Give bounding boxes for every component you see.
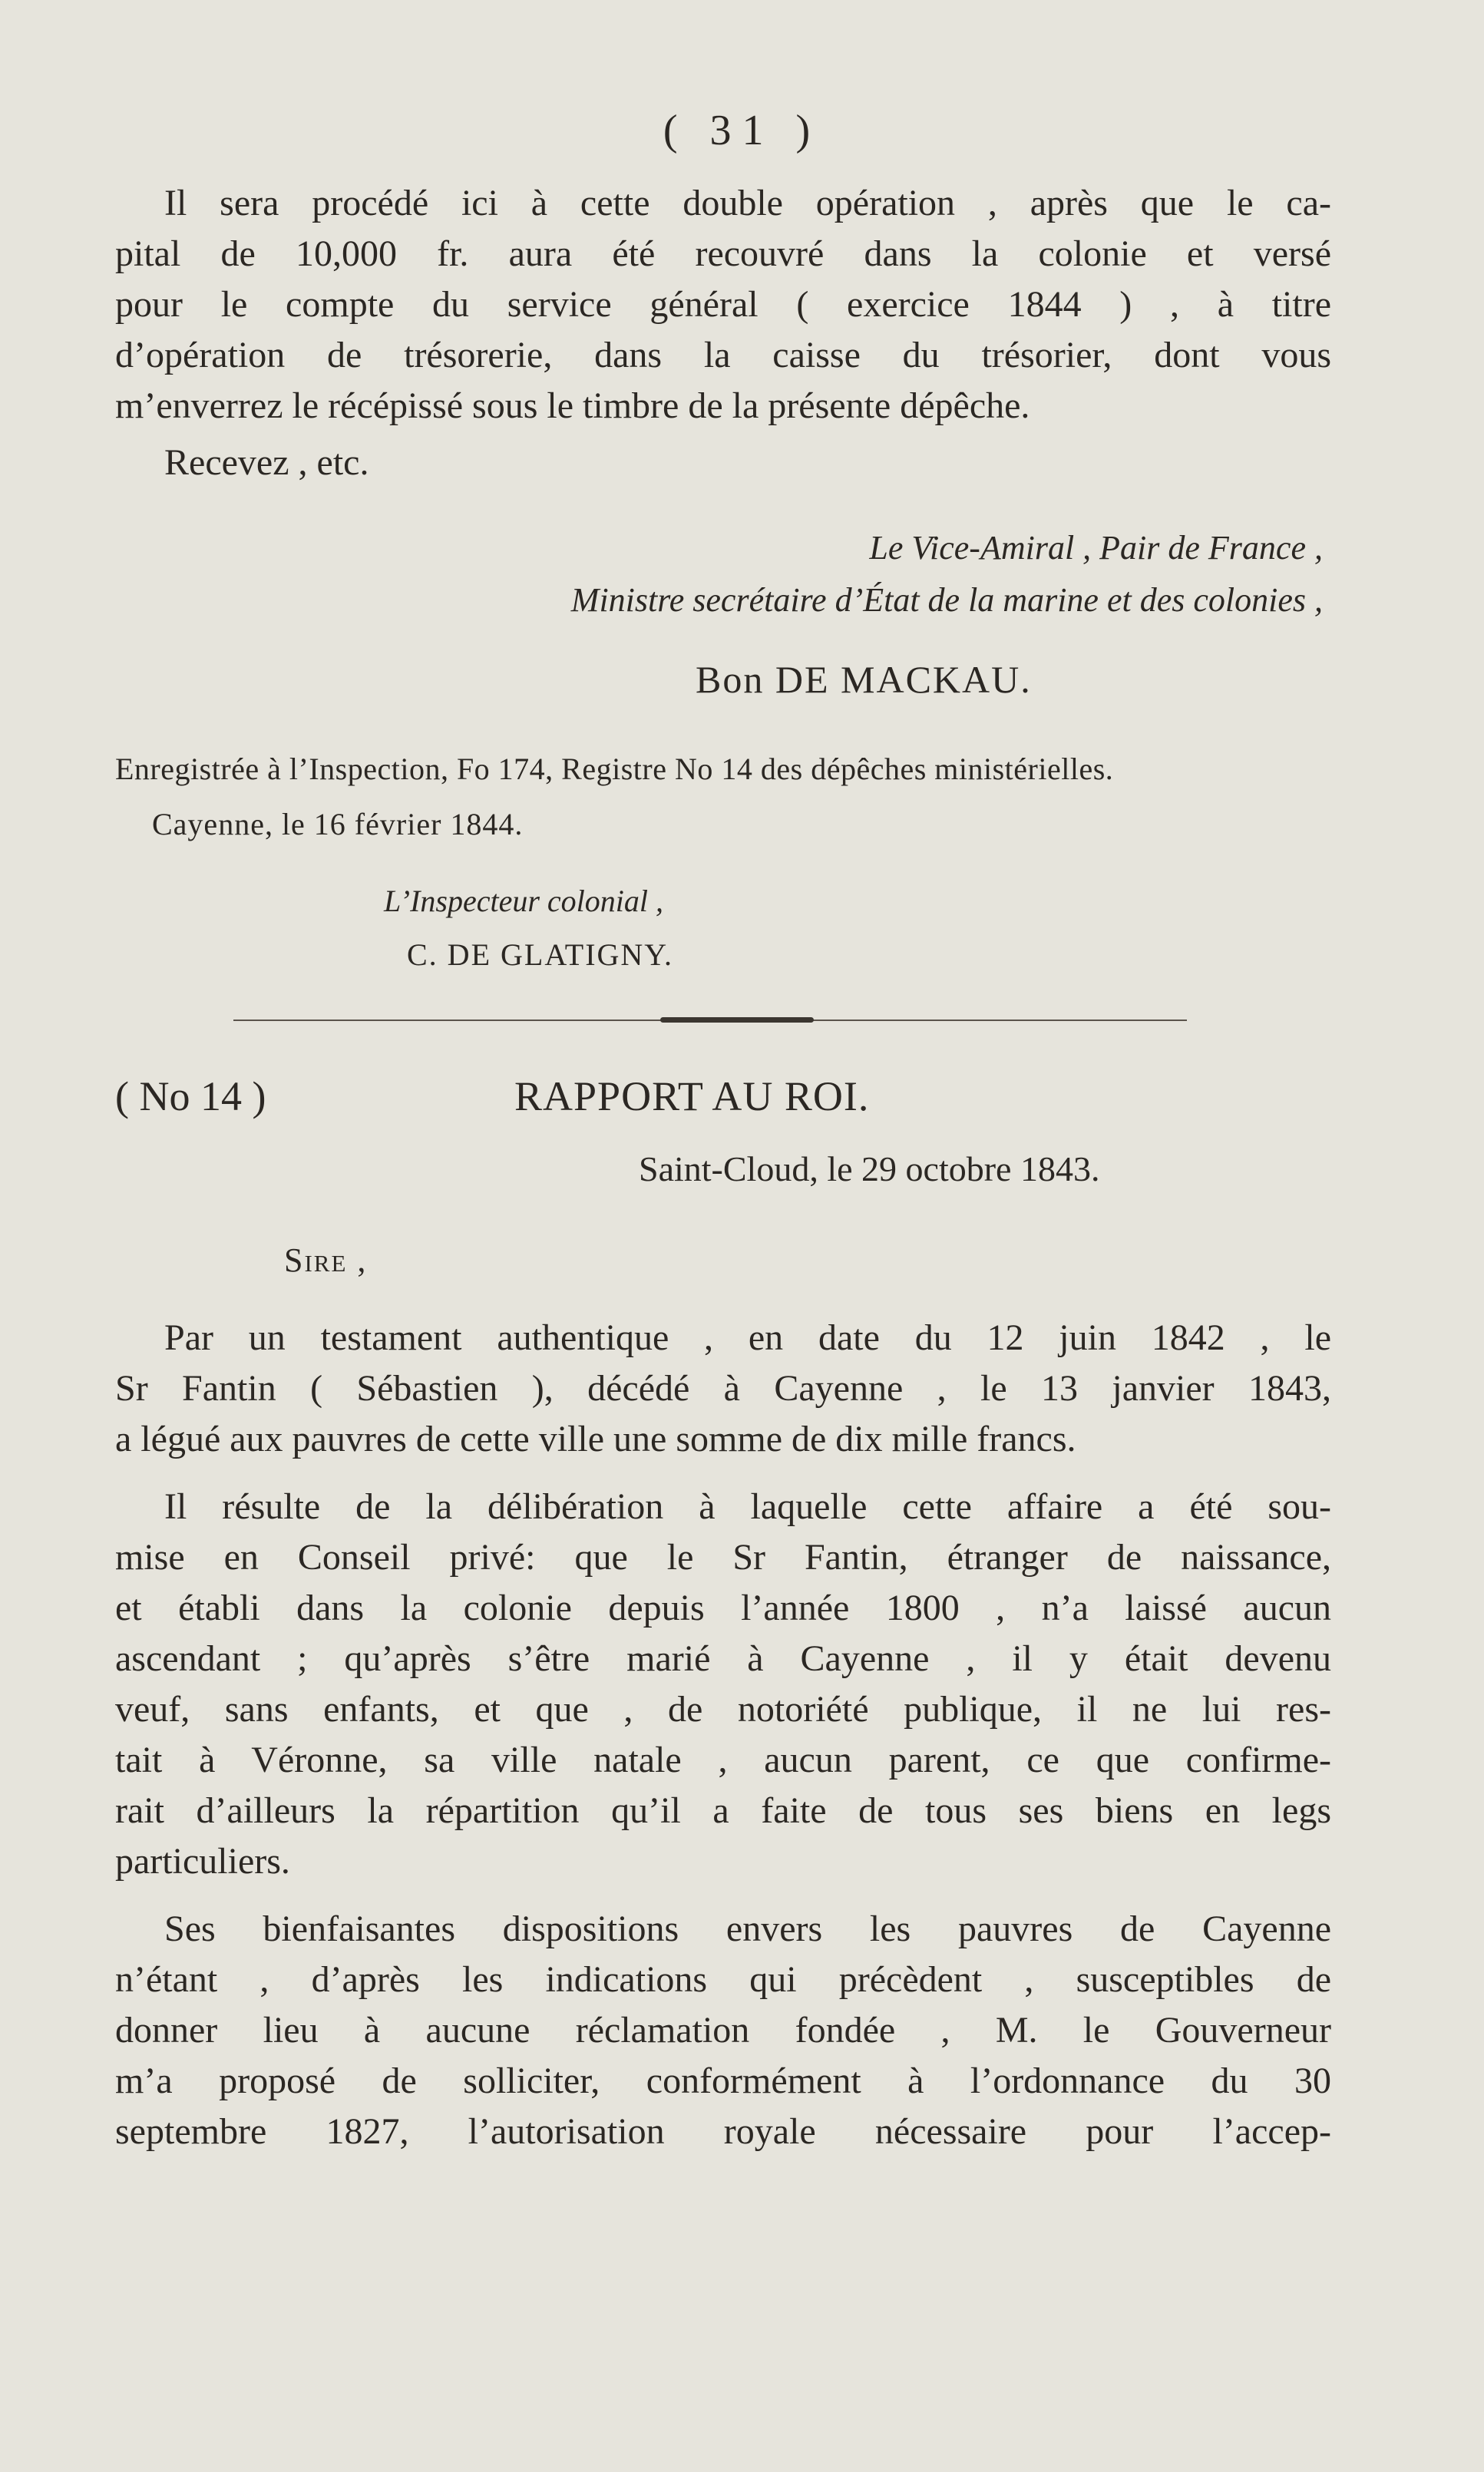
text-line: a légué aux pauvres de cette ville une somme de dix mille francs. bbox=[115, 1419, 1076, 1459]
page-number: ( 31 ) bbox=[663, 107, 821, 154]
text-line: rait d’ailleurs la répartition qu’il a faite de tous ses biens en legs bbox=[115, 1790, 1331, 1831]
text-line: pital de 10,000 fr. aura été recouvré dans la colonie et versé bbox=[115, 233, 1331, 274]
text-line: et établi dans la colonie depuis l’année 1800 , n’a laissé aucun bbox=[115, 1588, 1331, 1628]
paragraph-deliberation bbox=[115, 1482, 1331, 1887]
text-line: n’étant , d’après les indications qui précèdent , susceptibles de bbox=[115, 1959, 1331, 2000]
text-line: ascendant ; qu’après s’être marié à Cayenne , il y était devenu bbox=[115, 1638, 1331, 1679]
text-line: particuliers. bbox=[115, 1841, 290, 1882]
paragraph-dispositions bbox=[115, 1904, 1331, 2157]
registration-note: Enregistrée à l’Inspection, Fo 174, Registre No 14 des dépêches ministérielles. bbox=[115, 752, 1114, 786]
document-number: ( No 14 ) bbox=[115, 1073, 266, 1119]
section-divider-ornament bbox=[660, 1017, 814, 1023]
text-line: donner lieu à aucune réclamation fondée , M. le Gouverneur bbox=[115, 2010, 1331, 2051]
paragraph-testament bbox=[115, 1313, 1331, 1465]
text-line: Par un testament authentique , en date du 12 juin 1842 , le bbox=[164, 1317, 1331, 1358]
inspector-name: C. DE GLATIGNY. bbox=[407, 937, 674, 972]
text-line: m’a proposé de solliciter, conformément à l’ordonnance du 30 bbox=[115, 2061, 1331, 2101]
text-line: Ses bienfaisantes dispositions envers les pauvres de Cayenne bbox=[164, 1909, 1331, 1949]
text-line: mise en Conseil privé: que le Sr Fantin, étranger de naissance, bbox=[115, 1537, 1331, 1578]
text-line: tait à Véronne, sa ville natale , aucun parent, ce que confirme- bbox=[115, 1740, 1331, 1780]
text-line: septembre 1827, l’autorisation royale nécessaire pour l’accep- bbox=[115, 2111, 1331, 2152]
text-line: veuf, sans enfants, et que , de notoriété publique, il ne lui res- bbox=[115, 1689, 1331, 1730]
signature-title-line: Le Vice-Amiral , Pair de France , bbox=[869, 529, 1323, 567]
paragraph-operation bbox=[115, 178, 1331, 431]
signature-name: Bon DE MACKAU. bbox=[696, 658, 1032, 701]
text-line: m’enverrez le récépissé sous le timbre de la présente dépêche. bbox=[115, 385, 1030, 426]
text-line: Sr Fantin ( Sébastien ), décédé à Cayenne , le 13 janvier 1843, bbox=[115, 1368, 1331, 1409]
signature-title-line: Ministre secrétaire d’État de la marine et des colonies , bbox=[570, 581, 1323, 619]
text-line: d’opération de trésorerie, dans la caisse du trésorier, dont vous bbox=[115, 335, 1331, 375]
text-line: Il sera procédé ici à cette double opération , après que le ca- bbox=[164, 183, 1331, 223]
place-date: Cayenne, le 16 février 1844. bbox=[152, 807, 524, 841]
text-line: pour le compte du service général ( exercice 1844 ) , à titre bbox=[115, 284, 1331, 325]
inspector-title: L’Inspecteur colonial , bbox=[384, 884, 664, 918]
document-title: RAPPORT AU ROI. bbox=[514, 1073, 870, 1119]
text-line: Il résulte de la délibération à laquelle cette affaire a été sou- bbox=[164, 1486, 1331, 1527]
greeting: Sire , bbox=[284, 1241, 368, 1279]
salutation: Recevez , etc. bbox=[164, 442, 369, 483]
document-date: Saint-Cloud, le 29 octobre 1843. bbox=[639, 1149, 1100, 1188]
